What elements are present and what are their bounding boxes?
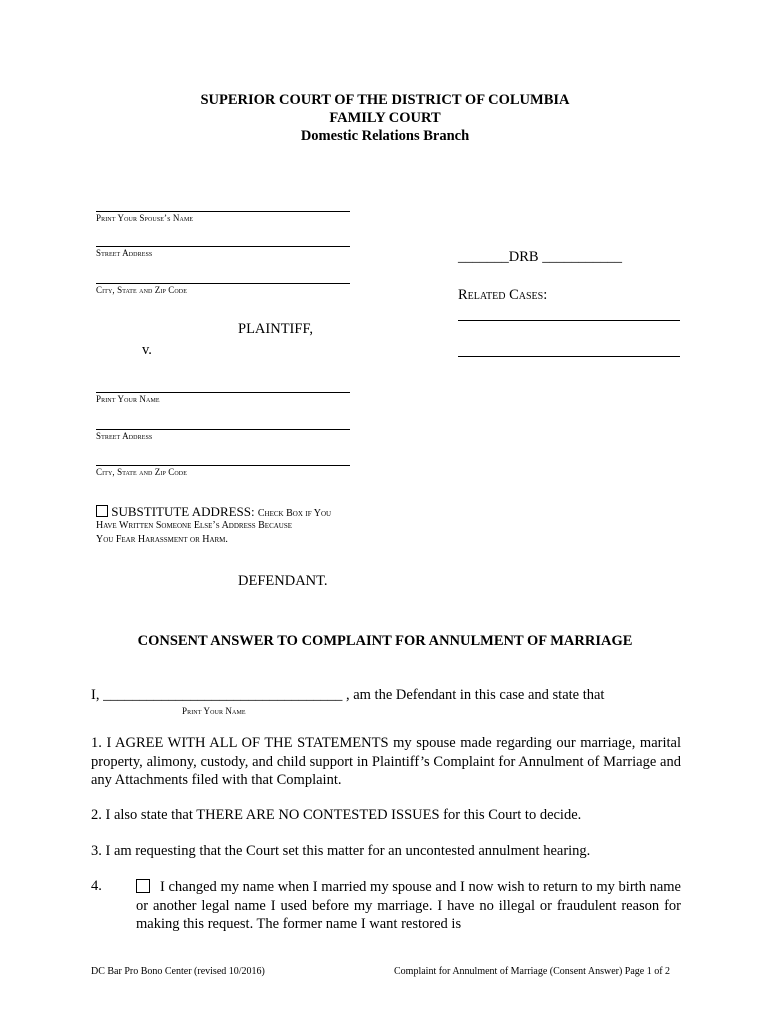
plaintiff-name-label: Print Your Spouse’s Name [96,213,194,223]
plaintiff-city-line[interactable] [96,283,350,284]
intro-prefix: I, [91,687,104,703]
defendant-name-line[interactable] [96,392,350,393]
defendant-name-blank[interactable]: _________________________________ [103,687,343,703]
plaintiff-role: PLAINTIFF, [238,321,313,337]
defendant-street-line[interactable] [96,429,350,430]
item-3: 3. I am requesting that the Court set this matter for an uncontested annulment hearing. [91,843,591,859]
defendant-street-label: Street Address [96,431,153,441]
intro-suffix: , am the Defendant in this case and state that [342,687,605,703]
footer-right: Complaint for Annulment of Marriage (Consent Answer) Page 1 of 2 [394,966,671,977]
substitute-address-note-3: You Fear Harassment or Harm. [96,534,228,545]
related-cases-label: Related Cases: [458,287,548,303]
defendant-city-line[interactable] [96,465,350,466]
item-2: 2. I also state that THERE ARE NO CONTESTED ISSUES for this Court to decide. [91,807,582,823]
related-case-line-2[interactable] [458,356,680,357]
court-name: SUPERIOR COURT OF THE DISTRICT OF COLUMBIA [200,92,570,108]
plaintiff-city-label: City, State and Zip Code [96,285,188,295]
substitute-address-note-2: Have Written Someone Else’s Address Because [96,520,293,531]
related-case-line-1[interactable] [458,320,680,321]
court-division: FAMILY COURT [329,110,441,126]
defendant-city-label: City, State and Zip Code [96,467,188,477]
plaintiff-street-label: Street Address [96,248,153,258]
intro-blank-label: Print Your Name [182,706,246,716]
item-4-text: I changed my name when I married my spouse and I now wish to return to my birth name or another legal name I used before my marriage. I have no illegal or fraudulent reason for making this request. The former name I want restored is [136,879,681,932]
item-4-number: 4. [91,878,102,894]
footer-left: DC Bar Pro Bono Center (revised 10/2016) [91,966,265,977]
plaintiff-street-line[interactable] [96,246,350,247]
substitute-address-title: SUBSTITUTE ADDRESS: [111,504,255,519]
intro-statement [91,687,604,704]
court-branch: Domestic Relations Branch [300,128,470,144]
substitute-address-checkbox[interactable] [96,505,108,517]
plaintiff-name-line[interactable] [96,211,350,212]
substitute-address-note-1: Check Box if You [257,508,332,519]
versus: v. [142,342,152,358]
substitute-address-row [96,504,331,520]
item-1: 1. I AGREE WITH ALL OF THE STATEMENTS my spouse made regarding our marriage, marital property, alimony, custody, and child support in Plaintiff’s Complaint for Annulment of Marriage and any Attachments filed with that Complaint. [91,735,681,788]
defendant-role: DEFENDANT. [238,573,328,589]
document-title: CONSENT ANSWER TO COMPLAINT FOR ANNULMENT OF MARRIAGE [137,633,633,649]
defendant-name-label: Print Your Name [96,394,160,404]
drb-case-number[interactable]: _______DRB ___________ [458,249,622,265]
